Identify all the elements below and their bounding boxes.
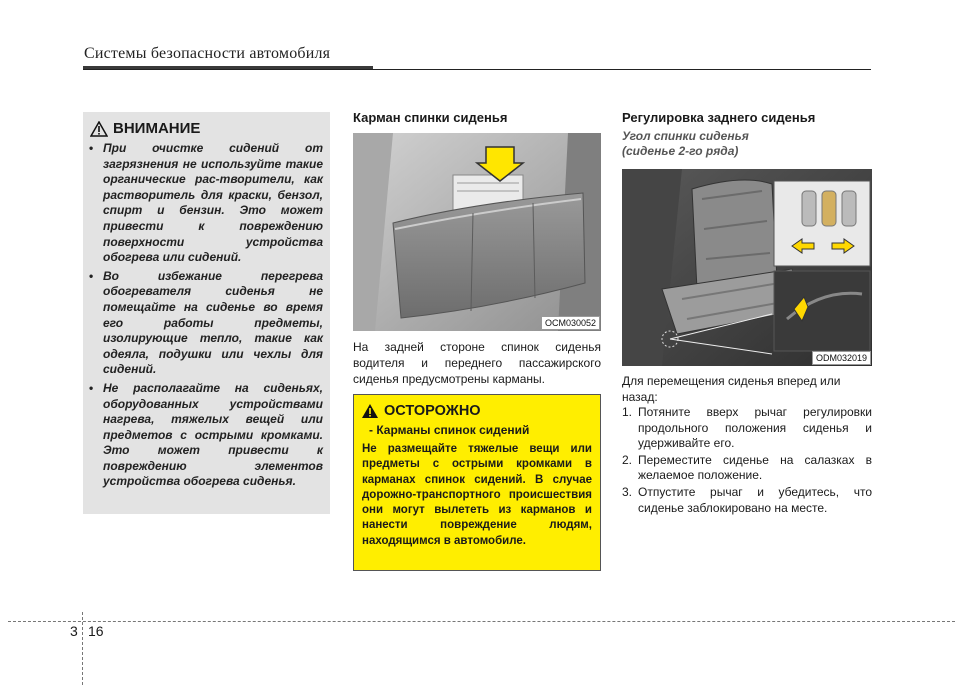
seat-pocket-title: Карман спинки сиденья (353, 110, 508, 125)
step-number: 3. (622, 484, 633, 499)
rear-seat-photo (622, 169, 872, 366)
seat-pocket-description: На задней стороне спинок сиденья водителя и переднего пассажирского сиденья предусмотрены карманы. (353, 340, 601, 386)
step-item (622, 405, 872, 452)
warning-triangle-icon (90, 121, 108, 137)
warning-list (89, 141, 323, 493)
image-code-label: OCM030052 (541, 316, 600, 330)
warning-item: • Во избежание перегрева обогревателя сиденья не помещайте на сиденье во время его работы предметы, изолирующие тепло, такие как одеяла, подушки или чехлы для сидений. (89, 269, 323, 378)
caution-title: ОСТОРОЖНО (384, 403, 481, 419)
rear-seat-subtitle (622, 129, 749, 159)
rear-seat-subtitle-line: (сиденье 2-го ряда) (622, 144, 739, 158)
caution-heading (361, 403, 481, 419)
warning-item: • При очистке сидений от загрязнения не используйте такие органические рас-творители, как растворитель для краски, бензол, спирт и бензин. Это может привести к повреждению поверхности устройства обогрева или сидений. (89, 141, 323, 266)
rear-seat-steps (622, 405, 872, 517)
page-header-title: Системы безопасности автомобиля (84, 45, 331, 62)
seat-pocket-photo (353, 133, 601, 331)
caution-triangle-icon (361, 403, 379, 419)
warning-item: • Не располагайте на сиденьях, оборудованных устройствами нагрева, тяжелых вещей или предметов с острыми кромками. Это может привести к повреждению элементов устройства обогрева сиденья. (89, 381, 323, 490)
rear-seat-subtitle-line: Угол спинки сиденья (622, 129, 749, 143)
warning-heading (90, 120, 200, 137)
header-rule (83, 69, 871, 70)
step-item (622, 485, 872, 516)
image-code-label: ODM032019 (812, 351, 871, 365)
rear-seat-title: Регулировка заднего сиденья (622, 110, 816, 125)
rear-seat-illustration (622, 169, 872, 366)
seat-back-illustration (353, 133, 601, 331)
warning-title: ВНИМАНИЕ (113, 120, 201, 137)
step-number: 2. (622, 452, 633, 467)
step-item (622, 453, 872, 484)
chapter-number: 3 (70, 623, 78, 639)
footer-dashed-line (8, 621, 955, 622)
footer-dashed-divider (82, 612, 83, 685)
rear-seat-intro: Для перемещения сиденья вперед или назад: (622, 374, 841, 404)
step-text: Отпустите рычаг и убедитесь, что сиденье заблокировано на месте. (638, 484, 872, 515)
page-number: 16 (88, 623, 104, 639)
caution-text: Не размещайте тяжелые вещи или предметы с острыми кромками в карманах спинок сидений. В случае дорожно-транспортного происшествия они могут вылететь из карманов и нанести повреждение людям, находящимся в автомобиле. (362, 443, 592, 547)
step-text: Потяните вверх рычаг регулировки продольного положения сиденья и удерживайте его. (638, 405, 872, 451)
step-number: 1. (622, 405, 633, 419)
caution-subtitle: - Карманы спинок сидений (369, 423, 530, 437)
step-text: Переместите сиденье на салазках в желаемое положение. (638, 452, 872, 483)
